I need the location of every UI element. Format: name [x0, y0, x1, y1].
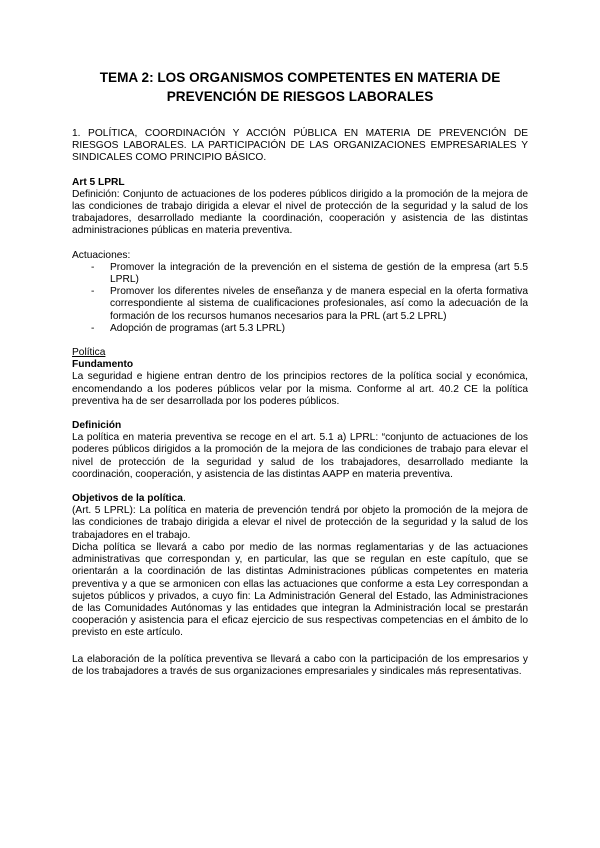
bullet-dash: -: [91, 261, 95, 273]
list-item: - Adopción de programas (art 5.3 LPRL): [91, 322, 285, 334]
document-title: [72, 68, 528, 106]
document-page: [72, 68, 528, 678]
actuaciones-list: [72, 262, 528, 335]
objetivos-dot: .: [182, 493, 186, 505]
fundamento-heading: Fundamento: [72, 359, 134, 371]
art5-heading: Art 5 LPRL: [72, 176, 125, 188]
fundamento-text: La seguridad e higiene entran dentro de los principios rectores de la política social y económica, encomendando a los poderes públicos velar por la misma. Conforme al art. 40.2 CE la política preventiva ha de ser desarrollada por los poderes públicos.: [72, 371, 528, 407]
objetivos-text-2: Dicha política se llevará a cabo por medio de las normas reglamentarias y de las actuaciones administrativas que correspondan y, en particular, las que se regulan en este capítulo, que se orientarán a la coordinación de las distintas Administraciones públicas competentes en materia preventiva y a que se armonicen con ellas las actuaciones que conforme a esta Ley correspondan a sujetos públicos y privados, a cuyo fin: La Administración General del Estado, las Administraciones de las Comunidades Autónomas y las entidades que integran la Administración local se prestarán cooperación y asistencia para el eficaz ejercicio de sus respectivas competencias en el ámbito de lo previsto en este artículo.: [72, 541, 528, 639]
definicion-text: La política en materia preventiva se recoge en el art. 5.1 a) LPRL: “conjunto de actuaciones de los poderes públicos dirigidos a la promoción de la mejora de las condiciones de trabajo para elevar el nivel de protección de la seguridad y salud de los trabajadores, desarrollado mediante la coordinación, cooperación, y asistencia de las distintas AAPP en materia preventiva.: [72, 432, 528, 480]
objetivos-text-1: (Art. 5 LPRL): La política en materia de prevención tendrá por objeto la promoción de la mejora de las condiciones de trabajo dirigida a elevar el nivel de protección de la seguridad y la salud de los trabajadores en el trabajo.: [72, 505, 528, 541]
title-line-1: TEMA 2: LOS ORGANISMOS COMPETENTES EN MATERIA DE: [99, 70, 501, 85]
objetivos-heading-line: [72, 493, 528, 505]
actuaciones-label: Actuaciones:: [72, 249, 131, 261]
politica-label: Política: [72, 347, 106, 359]
list-item: - Promover la integración de la prevención en el sistema de gestión de la empresa (art 5.5 LPRL): [91, 261, 528, 286]
definicion-heading: Definición: [72, 420, 122, 432]
bullet-dash: -: [91, 322, 95, 334]
bullet-dash: -: [91, 286, 95, 298]
objetivos-heading: Objetivos de la política: [72, 493, 183, 505]
list-item: - Promover los diferentes niveles de enseñanza y de manera especial en la oferta formativa correspondiente al sistema de cualificaciones profesionales, así como la adecuación de la formación de los recursos humanos necesarios para la PRL (art 5.2 LPRL): [91, 286, 528, 322]
elaboracion-text: La elaboración de la política preventiva se llevará a cabo con la participación de los empresarios y de los trabajadores a través de sus organizaciones empresariales y sindicales más representativas.: [72, 653, 528, 677]
title-line-2: PREVENCIÓN DE RIESGOS LABORALES: [166, 89, 434, 104]
art5-definition: Definición: Conjunto de actuaciones de los poderes públicos dirigido a la promoción de la mejora de las condiciones de trabajo dirigida a elevar el nivel de protección de la seguridad y la salud de los trabajadores, desarrollado mediante la coordinación, cooperación y asistencia de las distintas administraciones públicas en materia preventiva.: [72, 188, 528, 237]
section-heading: 1. POLÍTICA, COORDINACIÓN Y ACCIÓN PÚBLICA EN MATERIA DE PREVENCIÓN DE RIESGOS LABORALES. LA PARTICIPACIÓN DE LAS ORGANIZACIONES EMPRESARIALES Y SINDICALES COMO PRINCIPIO BÁSICO.: [72, 128, 528, 164]
